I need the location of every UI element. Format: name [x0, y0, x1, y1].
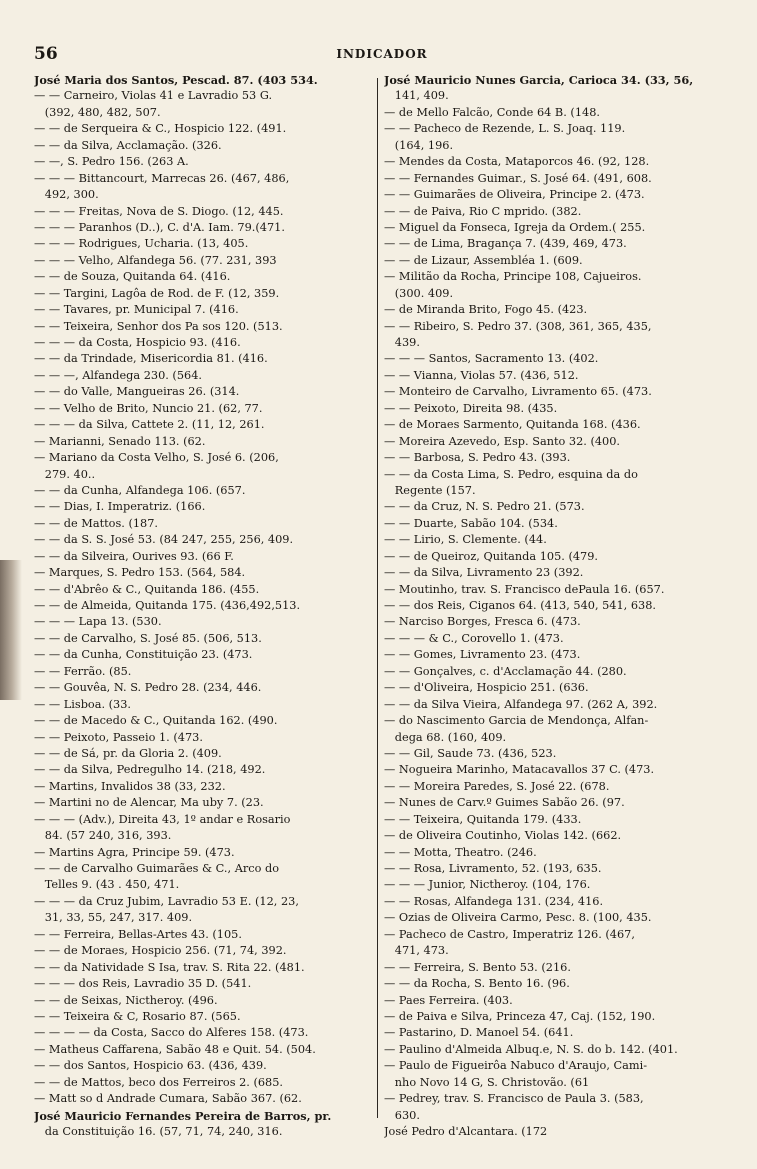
directory-entry: — Nunes de Carv.º Guimes Sabão 26. (97. [384, 796, 625, 810]
directory-entry: — — da Silva, Acclamação. (326. [34, 138, 222, 152]
directory-entry: Telles 9. (43 . 450, 471. [34, 878, 180, 892]
directory-entry: — — da Rocha, S. Bento 16. (96. [384, 977, 570, 991]
directory-entry: — — — dos Reis, Lavradio 35 D. (541. [34, 977, 252, 991]
directory-entry: — — Teixeira, Quitanda 179. (433. [384, 812, 582, 826]
directory-entry: — — Targini, Lagôa de Rod. de F. (12, 359. [34, 286, 280, 300]
directory-entry: — — Gonçalves, c. d'Acclamação 44. (280. [384, 664, 627, 678]
directory-entry: — — Gil, Saude 73. (436, 523. [384, 746, 557, 760]
directory-entry: — do Nascimento Garcia de Mendonça, Alfan- [384, 714, 649, 728]
directory-entry: José Maria dos Santos, Pescad. 87. (403 534. [34, 73, 318, 87]
directory-entry: — — da Cunha, Alfandega 106. (657. [34, 483, 246, 497]
directory-entry: — de Moraes Sarmento, Quitanda 168. (436. [384, 418, 641, 432]
directory-entry: — — da S. S. José 53. (84 247, 255, 256, 409. [34, 533, 294, 547]
directory-entry: (164, 196. [384, 138, 454, 152]
column-divider [377, 78, 378, 1118]
directory-entry: — — dos Santos, Hospicio 63. (436, 439. [34, 1059, 267, 1073]
page-header [34, 44, 730, 66]
directory-entry: — — Rosas, Alfandega 131. (234, 416. [384, 894, 604, 908]
directory-entry: — Monteiro de Carvalho, Livramento 65. (473. [384, 385, 652, 399]
directory-entry: dega 68. (160, 409. [384, 730, 507, 744]
directory-entry: — — do Valle, Mangueiras 26. (314. [34, 385, 240, 399]
directory-entry: 439. [384, 336, 420, 349]
directory-entry: — Mariano da Costa Velho, S. José 6. (206, [34, 451, 279, 465]
directory-entry: — — de Mattos. (187. [34, 516, 159, 530]
directory-entry: — — — Santos, Sacramento 13. (402. [384, 352, 599, 366]
directory-entry: — — Vianna, Violas 57. (436, 512. [384, 368, 579, 382]
directory-entry: — Nogueira Marinho, Matacavallos 37 C. (473. [384, 763, 655, 777]
directory-entry: — — d'Abrêo & C., Quitanda 186. (455. [34, 582, 260, 596]
directory-entry: — Paulo de Figueirôa Nabuco d'Araujo, Cami- [384, 1059, 648, 1073]
directory-entry: — — dos Reis, Ciganos 64. (413, 540, 541, 638. [384, 599, 657, 612]
directory-entry: — — — Paranhos (D..), C. d'A. Iam. 79.(471. [34, 220, 285, 234]
directory-entry: — — da Costa Lima, S. Pedro, esquina da do [384, 467, 638, 481]
directory-entry: — — — Freitas, Nova de S. Diogo. (12, 445. [34, 204, 284, 218]
directory-entry: — — da Cruz, N. S. Pedro 21. (573. [384, 500, 585, 514]
directory-entry: — — de Almeida, Quitanda 175. (436,492,513. [34, 599, 301, 612]
directory-entry: — — — Velho, Alfandega 56. (77. 231, 393 [34, 253, 277, 267]
directory-entry: — — Lisboa. (33. [34, 697, 132, 711]
directory-entry: — Matheus Caffarena, Sabão 48 e Quit. 54. (504. [34, 1042, 316, 1056]
directory-entry: — Martins Agra, Principe 59. (473. [34, 845, 235, 859]
directory-entry: José Mauricio Nunes Garcia, Carioca 34. (33, 56, [384, 73, 694, 87]
directory-entry: — — Carneiro, Violas 41 e Lavradio 53 G. [34, 89, 273, 103]
directory-entry: — — de Lima, Bragança 7. (439, 469, 473. [384, 237, 627, 251]
directory-entry: — — — Junior, Nictheroy. (104, 176. [384, 878, 591, 892]
directory-entry: — — da Natividade S Isa, trav. S. Rita 22. (481. [34, 960, 305, 974]
directory-entry: — — Pacheco de Rezende, L. S. Joaq. 119. [384, 122, 626, 136]
directory-entry: — — de Mattos, beco dos Ferreiros 2. (685. [34, 1075, 284, 1089]
directory-entry: — — Teixeira, Senhor dos Pa sos 120. (513. [34, 319, 283, 333]
directory-entry: — — Guimarães de Oliveira, Principe 2. (473. [384, 188, 645, 202]
directory-entry: — Pedrey, trav. S. Francisco de Paula 3. (583, [384, 1092, 644, 1106]
directory-entry: — — Gomes, Livramento 23. (473. [384, 648, 581, 662]
directory-entry: — Marques, S. Pedro 153. (564, 584. [34, 566, 246, 580]
directory-entry: — — Motta, Theatro. (246. [384, 845, 537, 859]
directory-entry: — Pastarino, D. Manoel 54. (641. [384, 1026, 574, 1040]
directory-entry: — — — — da Costa, Sacco do Alferes 158. (473. [34, 1026, 309, 1040]
directory-entry: — Moutinho, trav. S. Francisco dePaula 16. (657. [384, 582, 665, 596]
directory-entry: — — — Lapa 13. (530. [34, 615, 162, 629]
directory-entry: — — Lirio, S. Clemente. (44. [384, 533, 547, 547]
directory-entry: — Paulino d'Almeida Albuq.e, N. S. do b. 142. (401. [384, 1042, 678, 1056]
directory-entry: — Martins, Invalidos 38 (33, 232. [34, 779, 226, 793]
directory-entry: 141, 409. [384, 89, 449, 103]
directory-entry: — — Duarte, Sabão 104. (534. [384, 516, 558, 530]
binding-shadow [0, 560, 22, 700]
directory-entry: — —, S. Pedro 156. (263 A. [34, 155, 189, 169]
directory-entry: nho Novo 14 G, S. Christovão. (61 [384, 1075, 590, 1089]
directory-entry: — — de Carvalho, S. José 85. (506, 513. [34, 631, 262, 645]
directory-entry: — — Teixeira & C, Rosario 87. (565. [34, 1009, 241, 1023]
directory-entry: — — da Trindade, Misericordia 81. (416. [34, 352, 268, 366]
directory-entry: — — Tavares, pr. Municipal 7. (416. [34, 303, 239, 317]
directory-entry: — de Mello Falcão, Conde 64 B. (148. [384, 105, 600, 119]
directory-entry: — Militão da Rocha, Principe 108, Cajueiros. [384, 270, 642, 284]
directory-entry: — — de Seixas, Nictheroy. (496. [34, 993, 218, 1007]
directory-entry: — — Fernandes Guimar., S. José 64. (491, 608. [384, 171, 652, 185]
directory-entry: — de Paiva e Silva, Princeza 47, Caj. (152, 190. [384, 1009, 656, 1023]
directory-entry: José Pedro d'Alcantara. (172 [384, 1125, 548, 1138]
directory-entry: José Mauricio Fernandes Pereira de Barros, pr. [34, 1108, 332, 1123]
page-number: 56 [34, 44, 58, 64]
directory-entry: 471, 473. [384, 944, 449, 958]
directory-entry: — de Miranda Brito, Fogo 45. (423. [384, 303, 588, 317]
directory-entry: (300. 409. [384, 286, 454, 300]
directory-entry: — — — da Cruz Jubim, Lavradio 53 E. (12, 23, [34, 894, 299, 908]
directory-entry: — — Velho de Brito, Nuncio 21. (62, 77. [34, 401, 263, 415]
directory-entry: — Martini no de Alencar, Ma uby 7. (23. [34, 796, 264, 810]
directory-entry: 492, 300. [34, 188, 99, 202]
directory-entry: — — — Bittancourt, Marrecas 26. (467, 486, [34, 171, 290, 185]
directory-entry: — de Oliveira Coutinho, Violas 142. (662. [384, 829, 622, 843]
directory-entry: — — — da Costa, Hospicio 93. (416. [34, 336, 241, 349]
directory-entry: — — Dias, I. Imperatriz. (166. [34, 500, 206, 514]
directory-entry: — — Moreira Paredes, S. José 22. (678. [384, 779, 610, 793]
directory-entry: — — da Cunha, Constituição 23. (473. [34, 648, 253, 662]
directory-entry: — — de Paiva, Rio C mprido. (382. [384, 204, 582, 218]
directory-entry: — Ozias de Oliveira Carmo, Pesc. 8. (100, 435. [384, 911, 652, 925]
directory-entry: — — de Queiroz, Quitanda 105. (479. [384, 549, 599, 563]
directory-entry: — Moreira Azevedo, Esp. Santo 32. (400. [384, 434, 621, 448]
directory-entry: 630. [384, 1108, 420, 1122]
directory-entry: — — de Carvalho Guimarães & C., Arco do [34, 862, 280, 875]
directory-entry: — — de Lizaur, Assembléa 1. (609. [384, 253, 583, 267]
directory-entry: — — da Silva Vieira, Alfandega 97. (262 A, 392. [384, 697, 658, 711]
directory-entry: — — — da Silva, Cattete 2. (11, 12, 261. [34, 418, 265, 432]
directory-entry: — — Rosa, Livramento, 52. (193, 635. [384, 862, 602, 875]
directory-entry: — — Peixoto, Direita 98. (435. [384, 401, 558, 415]
directory-entry: — — de Moraes, Hospicio 256. (71, 74, 392. [34, 944, 287, 958]
directory-entry: — — Ferreira, Bellas-Artes 43. (105. [34, 927, 242, 941]
directory-entry: — — — & C., Corovello 1. (473. [384, 631, 564, 645]
directory-entry: — — Barbosa, S. Pedro 43. (393. [384, 451, 571, 465]
left-column [34, 72, 372, 1140]
directory-entry: — Pacheco de Castro, Imperatriz 126. (467, [384, 927, 635, 941]
directory-entry: — Matt so d Andrade Cumara, Sabão 367. (62. [34, 1092, 302, 1106]
directory-entry: 84. (57 240, 316, 393. [34, 829, 172, 843]
running-head: INDICADOR [336, 47, 428, 61]
directory-entry: — — Ferrão. (85. [34, 664, 132, 678]
directory-entry: — — de Souza, Quitanda 64. (416. [34, 270, 231, 284]
directory-entry: — Mendes da Costa, Mataporcos 46. (92, 128. [384, 155, 650, 169]
directory-entry: — Marianni, Senado 113. (62. [34, 434, 206, 448]
directory-entry: — — da Silva, Pedregulho 14. (218, 492. [34, 763, 266, 777]
directory-entry: (392, 480, 482, 507. [34, 105, 161, 119]
directory-entry: — — Ferreira, S. Bento 53. (216. [384, 960, 571, 974]
directory-entry: — Miguel da Fonseca, Igreja da Ordem.( 255. [384, 220, 646, 234]
directory-entry: 31, 33, 55, 247, 317. 409. [34, 911, 193, 925]
directory-entry: — — —, Alfandega 230. (564. [34, 368, 202, 382]
directory-entry: — — de Macedo & C., Quitanda 162. (490. [34, 714, 278, 728]
directory-entry: — — da Silva, Livramento 23 (392. [384, 566, 584, 580]
directory-entry: Regente (157. [384, 483, 476, 497]
directory-entry: — — Gouvêa, N. S. Pedro 28. (234, 446. [34, 681, 262, 695]
directory-entry: 279. 40.. [34, 467, 96, 481]
directory-entry: — — — Rodrigues, Ucharia. (13, 405. [34, 237, 249, 251]
directory-entry: — — — (Adv.), Direita 43, 1º andar e Rosario [34, 812, 291, 826]
directory-entry: — Paes Ferreira. (403. [384, 993, 513, 1007]
directory-entry: — — d'Oliveira, Hospicio 251. (636. [384, 681, 589, 695]
right-column [384, 72, 730, 1140]
directory-entry: — — Peixoto, Passeio 1. (473. [34, 730, 203, 744]
directory-entry: — Narciso Borges, Fresca 6. (473. [384, 615, 581, 629]
directory-entry: — — de Sá, pr. da Gloria 2. (409. [34, 746, 222, 760]
directory-entry: — — da Silveira, Ourives 93. (66 F. [34, 549, 234, 563]
directory-entry: — — de Serqueira & C., Hospicio 122. (491. [34, 122, 287, 136]
directory-entry: da Constituição 16. (57, 71, 74, 240, 316. [34, 1125, 283, 1138]
directory-entry: — — Ribeiro, S. Pedro 37. (308, 361, 365, 435, [384, 319, 652, 333]
